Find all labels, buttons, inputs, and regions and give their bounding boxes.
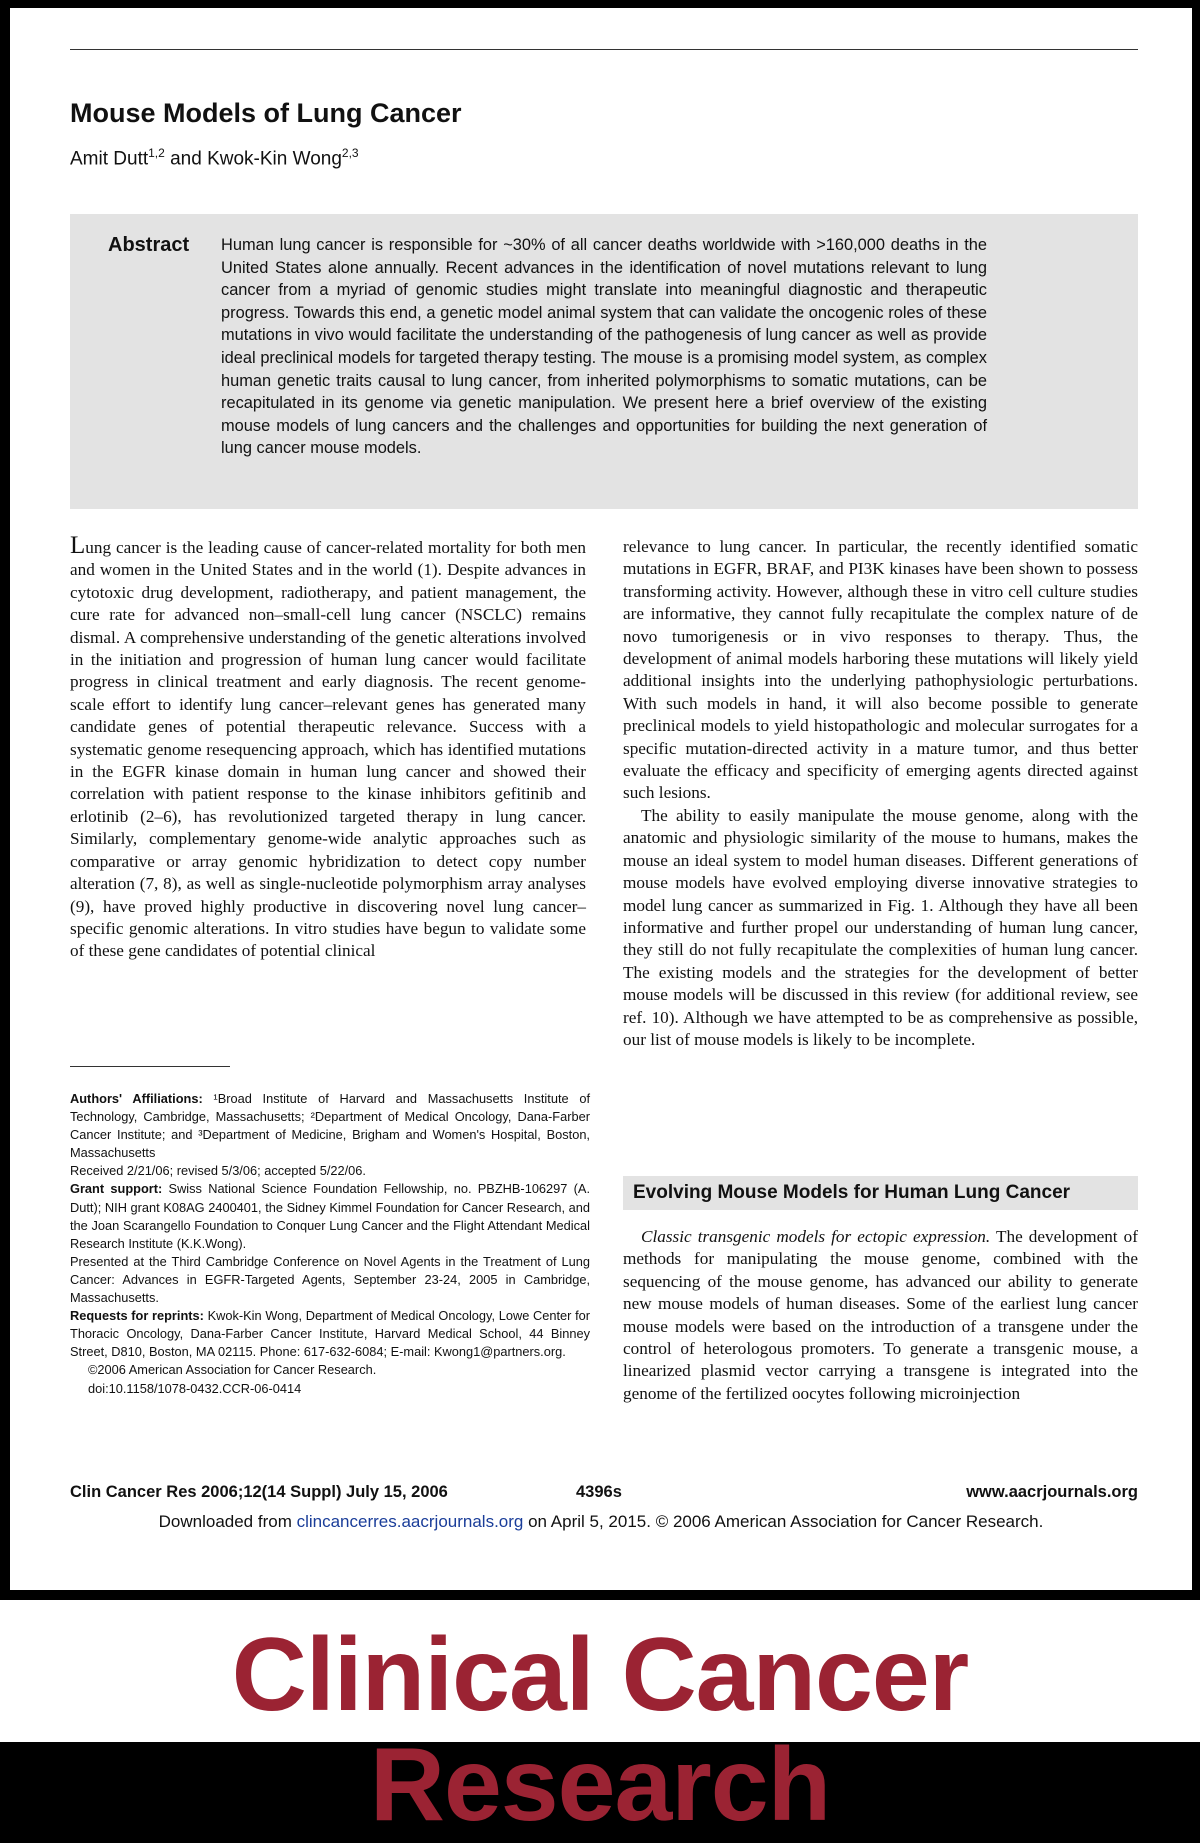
download-suffix: on April 5, 2015. © 2006 American Association for Cancer Research. [523,1512,1044,1531]
footnote-grant [70,1180,590,1252]
abstract-box [70,214,1138,509]
body-paragraph [623,1226,1138,1405]
footnote-label: Requests for reprints: [70,1308,204,1324]
journal-citation: Clin Cancer Res 2006;12(14 Suppl) July 15, 2006 [70,1483,448,1501]
body-paragraph [70,532,586,963]
article-title: Mouse Models of Lung Cancer [70,98,462,128]
abstract-label: Abstract [108,234,190,256]
author-line [70,146,359,170]
download-link[interactable]: clincancerres.aacrjournals.org [296,1512,524,1531]
footnote-rule [70,1066,230,1067]
author-1-affiliation: 1,2 [148,146,165,160]
footnote-copyright: ©2006 American Association for Cancer Research. [88,1362,377,1378]
body-text: The development of methods for manipulating the mouse genome, combined with the sequencing of the mouse genome, has advanced our ability to generate new mouse models of human diseases. Some of the earliest lung cancer mouse models were based on the introduction of a transgene under the control of heterologous promoters. To generate a transgenic mouse, a linearized plasmid vector carrying a transgene is integrated into the genome of the fertilized oocytes following microinjection [623,1227,1138,1403]
top-rule [70,49,1138,50]
footnote-text: ¹Broad Institute of Harvard and Massachusetts Institute of Technology, Cambridge, Massachusetts; ²Department of Medical Oncology, Dana-Farber Cancer Institute; and ³Department of Medicine, Brigham and Women's Hospital, Boston, Massachusetts [70,1091,590,1161]
paragraph-lead: Classic transgenic models for ectopic expression. [641,1227,991,1246]
journal-banner [0,1600,1200,1843]
footnote-label: Authors' Affiliations: [70,1091,203,1106]
body-right-column [623,536,1138,1051]
journal-logo-text: Clinical Cancer Research [231,1617,969,1843]
body-left-column [70,532,586,963]
journal-website: www.aacrjournals.org [966,1483,1138,1501]
author-1: Amit Dutt [70,148,149,170]
footnote-label: Grant support: [70,1181,163,1197]
footnote-presented: Presented at the Third Cambridge Conference on Novel Agents in the Treatment of Lung Cancer: Advances in EGFR-Targeted Agents, September 23-24, 2005 in Cambridge, Massachusetts. [70,1253,590,1306]
body-paragraph: The ability to easily manipulate the mouse genome, along with the anatomic and physiologic similarity of the mouse to humans, makes the mouse an ideal system to model human diseases. Different generations of mouse models have evolved employing diverse innovative strategies to model lung cancer as summarized in Fig. 1. Although they have all been informative and further propel our understanding of human lung cancer, they still do not fully recapitulate the complexities of human lung cancer. The existing models and the strategies for the development of better mouse models will be discussed in this review (for additional review, see ref. 10). Although we have attempted to be as comprehensive as possible, our list of mouse models is likely to be incomplete. [623,805,1138,1049]
download-notice [10,1512,1192,1532]
abstract-paragraph: Human lung cancer is responsible for ~30% of all cancer deaths worldwide with >160,000 deaths in the United States alone annually. Recent advances in the identification of novel mutations relevant to lung cancer from a myriad of genomic studies might translate into meaningful diagnostic and therapeutic progress. Towards this end, a genetic model animal system that can validate the oncogenic roles of these mutations in vivo would facilitate the understanding of the pathogenesis of lung cancer as well as provide ideal preclinical models for targeted therapy testing. The mouse is a promising model system, as complex human genetic traits causal to lung cancer, from inherited polymorphisms to somatic mutations, can be recapitulated in its genome via genetic manipulation. We present here a brief overview of the existing mouse models of lung cancers and the challenges and opportunities for building the next generation of lung cancer mouse models. [221,236,987,458]
section-heading: Evolving Mouse Models for Human Lung Cancer [623,1176,1138,1210]
body-right-column-lower [623,1226,1138,1405]
footnote-received: Received 2/21/06; revised 5/3/06; accepted 5/22/06. [70,1163,366,1179]
author-2-affiliation: 2,3 [341,146,359,160]
abstract-text [221,234,987,460]
body-paragraph: relevance to lung cancer. In particular, the recently identified somatic mutations in EGFR, BRAF, and PI3K kinases have been shown to possess transforming activity. However, although these in vitro cell culture studies are informative, they cannot fully recapitulate the complex nature of de novo tumorigenesis or in vivo responses to therapy. Thus, the development of animal models harboring these mutations will likely yield additional insights into the underlying pathophysiologic perturbations. With such models in hand, it will also become possible to generate preclinical models to yield histopathologic and molecular surrogates for a specific mutation-directed activity in a mature tumor, and thus better evaluate the efficacy and specificity of emerging agents directed against such lesions. [623,537,1138,803]
footnote-doi: doi:10.1158/1078-0432.CCR-06-0414 [88,1380,302,1396]
author-conjunction: and [164,148,208,170]
author-2: Kwok-Kin Wong [207,148,342,170]
download-prefix: Downloaded from [158,1512,297,1531]
footnotes [70,1090,590,1398]
body-text: ung cancer is the leading cause of cancer-related mortality for both men and women in the United States and in the world (1). Despite advances in cytotoxic drug development, radiotherapy, and patient management, the cure rate for advanced non–small-cell lung cancer (NSCLC) remains dismal. A comprehensive understanding of the genetic alterations involved in the initiation and progression of human lung cancer would facilitate progress in clinical treatment and early diagnosis. The recent genome-scale effort to identify lung cancer–relevant genes has generated many candidate genes of potential therapeutic relevance. Success with a systematic genome resequencing approach, which has identified mutations in the EGFR kinase domain in human lung cancer and showed their correlation with patient response to the kinase inhibitors gefitinib and erlotinib (2–6), has revolutionized targeted therapy in lung cancer. Similarly, complementary genome-wide analytic approaches such as comparative or array genomic hybridization to detect copy number alteration (7, 8), as well as single-nucleotide polymorphism array analyses (9), have proved highly productive in discovering novel lung cancer–specific genomic alterations. In vitro studies have begun to validate some of these gene candidates of potential clinical [70,538,586,961]
drop-cap: L [70,532,86,559]
footnote-text: Swiss National Science Foundation Fellowship, no. PBZHB-106297 (A. Dutt); NIH grant K08AG 2400401, the Sidney Kimmel Foundation for Cancer Research, and the Joan Scarangello Foundation to Conquer Lung Cancer and the Flight Attendant Medical Research Institute (K.K.Wong). [70,1181,591,1251]
footnote-reprints [70,1307,590,1361]
article-page [10,8,1192,1590]
footnote-text: Kwok-Kin Wong, Department of Medical Oncology, Lowe Center for Thoracic Oncology, Dana-Farber Cancer Institute, Harvard Medical School, 44 Binney Street, D810, Boston, MA 02115. Phone: 617-632-6084; E-mail: Kwong1@partners.org. [70,1308,591,1360]
footnote-affiliations [70,1090,590,1162]
page-number: 4396s [576,1483,622,1501]
